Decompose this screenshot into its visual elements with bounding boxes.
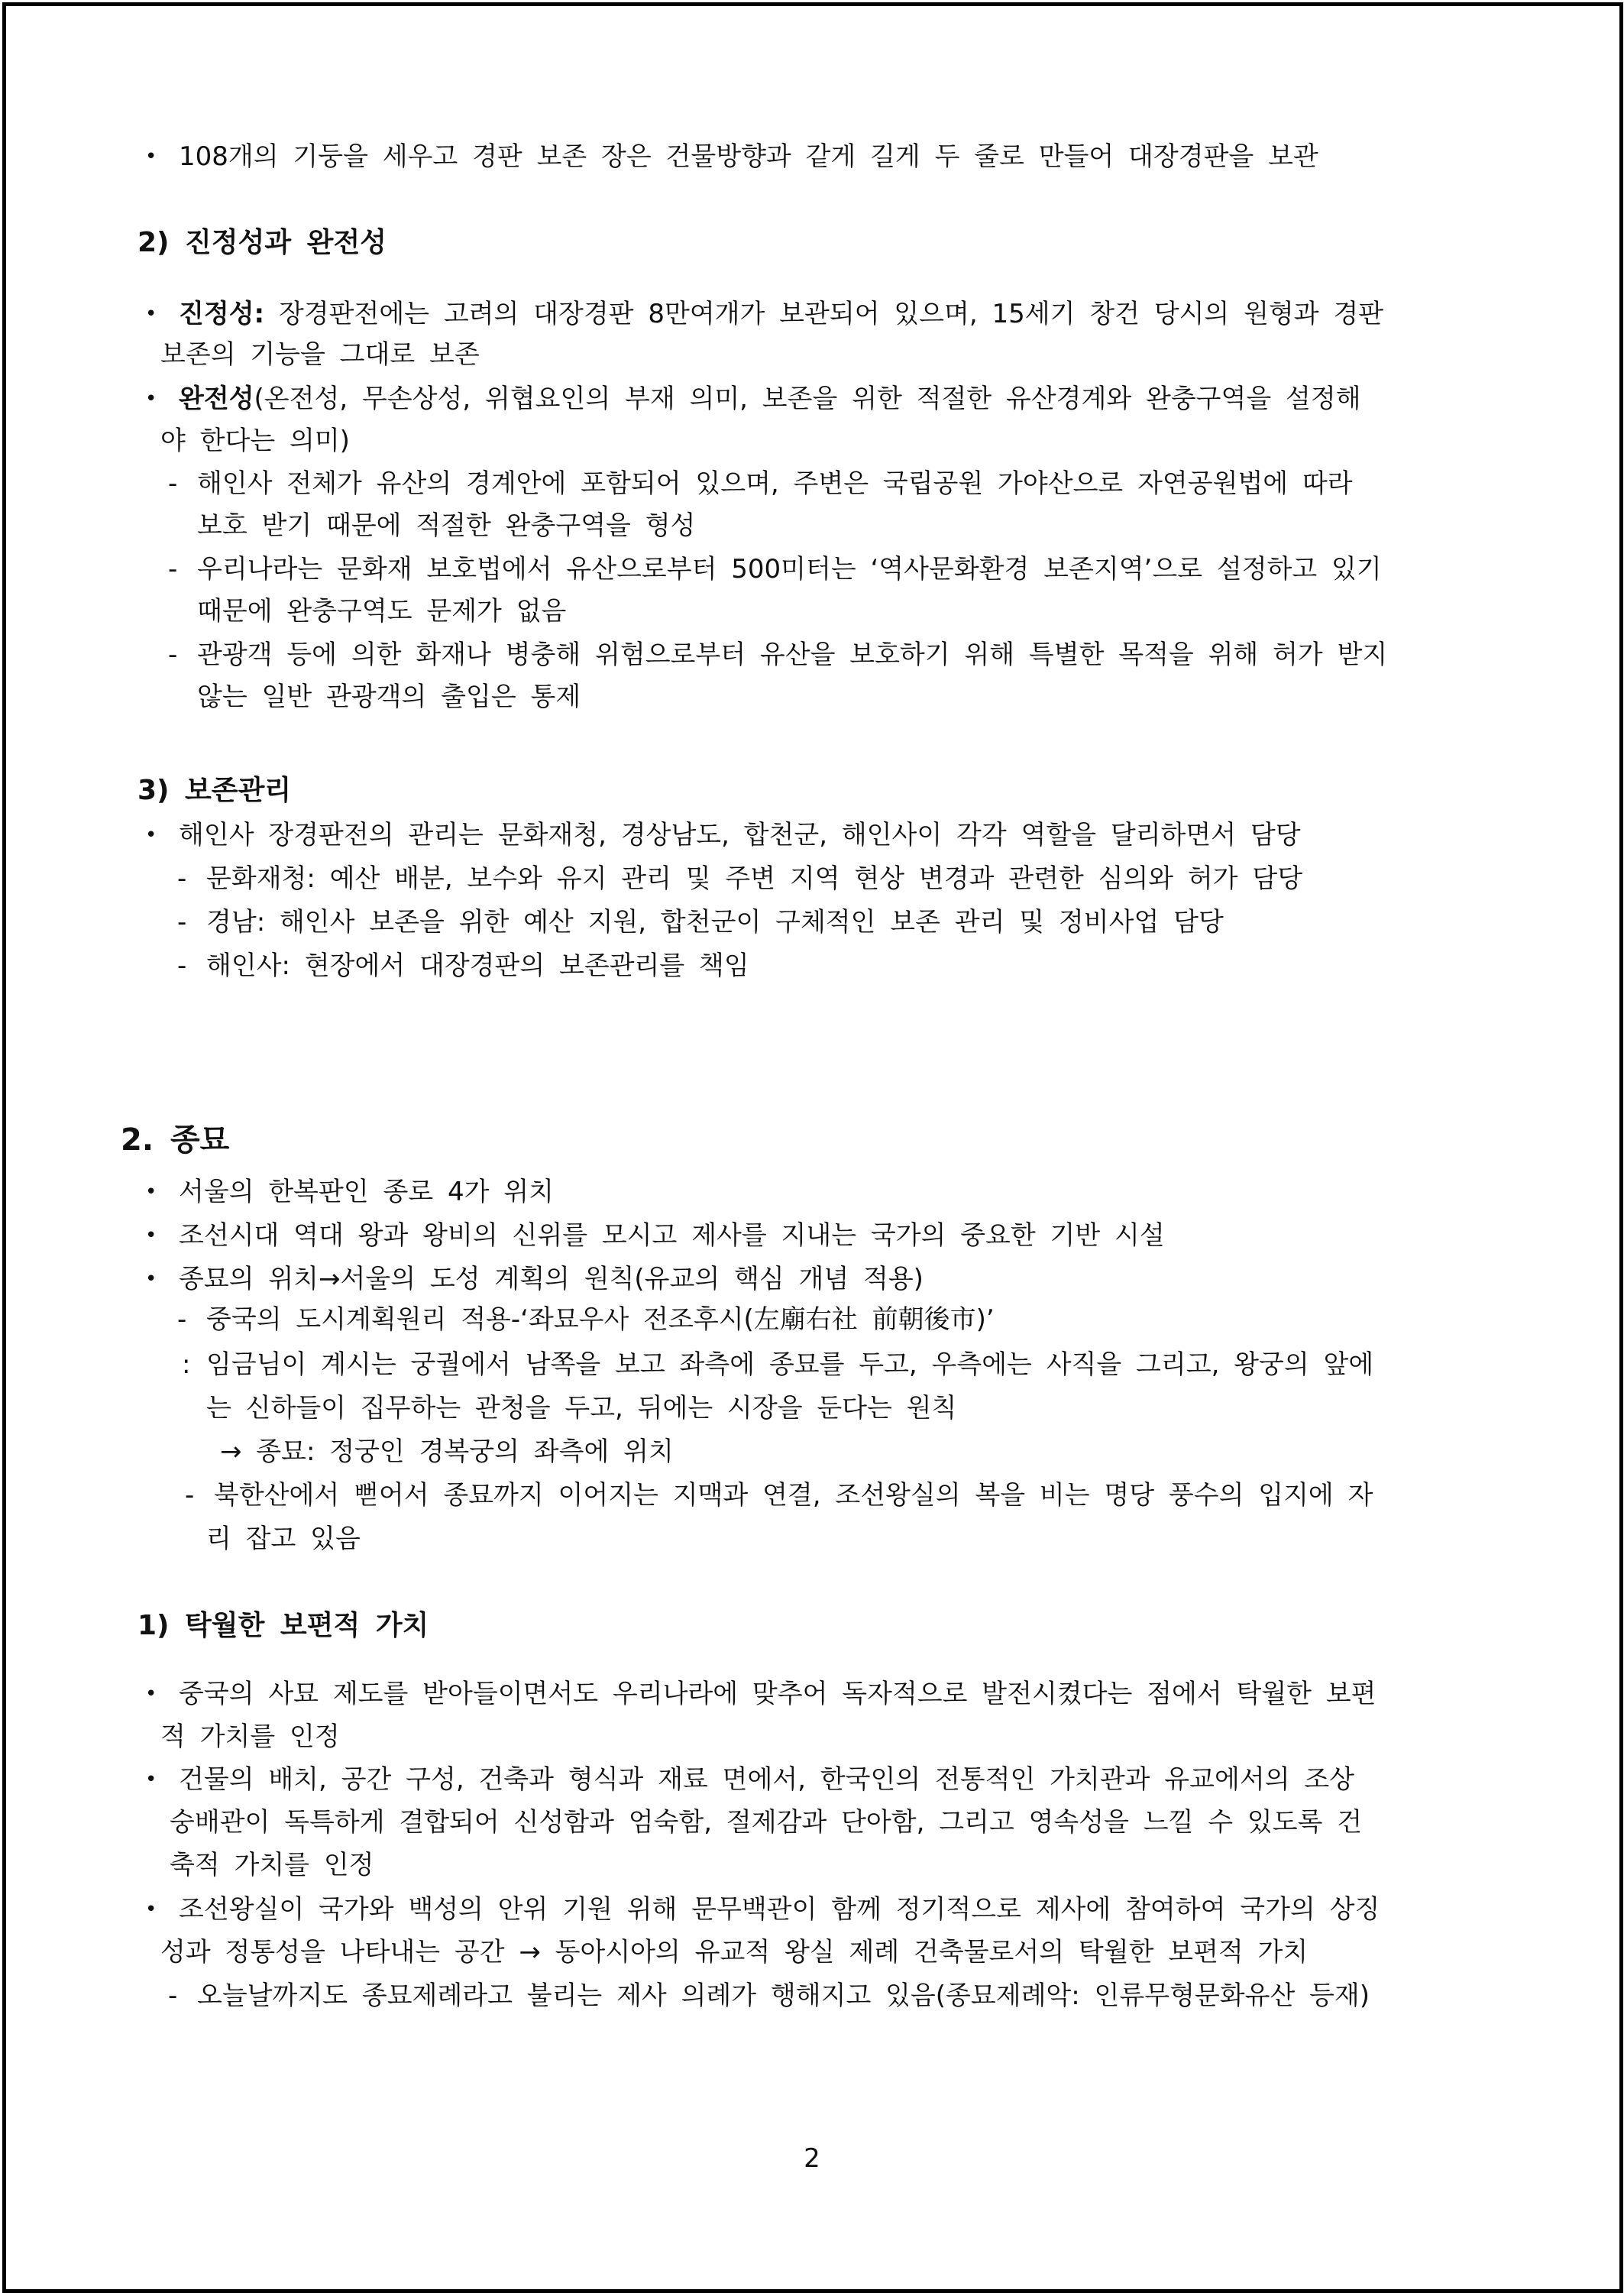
list-item: 서울의 한복판인 종로 4가 위치	[179, 1177, 554, 1207]
list-item: 종묘의 위치→서울의 도성 계획의 원칙(유교의 핵심 개념 적용)	[179, 1264, 924, 1294]
dash-marker: -	[185, 1480, 195, 1511]
list-item-continuation: 숭배관이 독특하게 결합되어 신성함과 엄숙함, 절제감과 단아함, 그리고 영속성을 느낄 수 있도록 건	[170, 1807, 1363, 1838]
list-item-continuation: 성과 정통성을 나타내는 공간 → 동아시아의 유교적 왕실 제례 건축물로서의 탁월한 보편적 가치	[160, 1937, 1309, 1968]
dash-marker: -	[168, 554, 178, 585]
bullet-icon: •	[145, 1224, 157, 1247]
bullet-icon: •	[145, 1768, 157, 1791]
list-item: 중국의 사묘 제도를 받아들이면서도 우리나라에 맞추어 독자적으로 발전시켰다는 점에서 탁월한 보편	[179, 1679, 1377, 1709]
sub-item: 해인사: 현장에서 대장경판의 보존관리를 책임	[206, 951, 749, 981]
sub-item-continuation: 보호 받기 때문에 적절한 완충구역을 형성	[197, 510, 696, 541]
section-heading: 1) 탁월한 보편적 가치	[137, 1610, 429, 1641]
sub-item-continuation: 리 잡고 있음	[206, 1524, 361, 1554]
list-item: 건물의 배치, 공간 구성, 건축과 형식과 재료 면에서, 한국인의 전통적인 가치관과 유교에서의 조상	[179, 1764, 1355, 1795]
sub-item: 문화재청: 예산 배분, 보수와 유지 관리 및 주변 지역 현상 변경과 관련한 심의와 허가 담당	[206, 863, 1303, 894]
dash-marker: -	[168, 1980, 178, 2011]
page-number: 2	[804, 2143, 820, 2174]
sub-item: 관광객 등에 의한 화재나 병충해 위험으로부터 유산을 보호하기 위해 특별한 목적을 위해 허가 받지	[197, 640, 1388, 670]
list-item-continuation: 축적 가치를 인정	[170, 1850, 374, 1880]
bullet-icon: •	[145, 824, 157, 847]
list-item: 108개의 기둥을 세우고 경판 보존 장은 건물방향과 같게 길게 두 줄로 만들어 대장경판을 보관	[179, 141, 1318, 172]
list-item-text: 장경판전에는 고려의 대장경판 8만여개가 보관되어 있으며, 15세기 창건 당시의 원형과 경판	[264, 299, 1384, 329]
term-label: 진정성:	[179, 299, 265, 329]
sub-item: 우리나라는 문화재 보호법에서 유산으로부터 500미터는 ‘역사문화환경 보존지역’으로 설정하고 있기	[197, 554, 1382, 585]
sub-item: 중국의 도시계획원리 적용-‘좌묘우사 전조후시(左廟右社 前朝後市)’	[206, 1304, 995, 1335]
dash-marker: -	[177, 951, 187, 981]
bullet-icon: •	[145, 1898, 157, 1921]
list-item-text: (온전성, 무손상성, 위협요인의 부재 의미, 보존을 위한 적절한 유산경계와 완충구역을 설정해	[254, 384, 1361, 414]
bullet-icon: •	[145, 303, 157, 325]
bullet-icon: •	[145, 1683, 157, 1705]
bullet-icon: •	[145, 387, 157, 410]
arrow-note: → 종묘: 정궁인 경복궁의 좌측에 위치	[220, 1436, 674, 1467]
list-item: 조선시대 역대 왕과 왕비의 신위를 모시고 제사를 지내는 국가의 중요한 기반 시설	[179, 1220, 1165, 1251]
bullet-icon: •	[145, 1268, 157, 1291]
list-item	[179, 384, 1361, 414]
bullet-icon: •	[145, 145, 157, 168]
term-label: 완전성	[179, 384, 254, 414]
list-item: 조선왕실이 국가와 백성의 안위 기원 위해 문무백관이 함께 정기적으로 제사에 참여하여 국가의 상징	[179, 1894, 1380, 1925]
list-item-continuation: 적 가치를 인정	[160, 1721, 340, 1752]
dash-marker: -	[177, 863, 187, 894]
sub-item: 해인사 전체가 유산의 경계안에 포함되어 있으며, 주변은 국립공원 가야산으로 자연공원법에 따라	[197, 468, 1353, 499]
list-item-continuation: 보존의 기능을 그대로 보존	[160, 339, 480, 370]
sub-item-continuation: 때문에 완충구역도 문제가 없음	[197, 596, 567, 627]
sub-item: 북한산에서 뻗어서 종묘까지 이어지는 지맥과 연결, 조선왕실의 복을 비는 명당 풍수의 입지에 자	[214, 1480, 1373, 1511]
sub-item: 임금님이 계시는 궁궐에서 남쪽을 보고 좌측에 종묘를 두고, 우측에는 사직을 그리고, 왕궁의 앞에	[206, 1349, 1374, 1380]
sub-item-continuation: 않는 일반 관광객의 출입은 통제	[197, 682, 581, 712]
dash-marker: -	[168, 640, 178, 670]
list-item: 해인사 장경판전의 관리는 문화재청, 경상남도, 합천군, 해인사이 각각 역할을 달리하면서 담당	[179, 820, 1301, 850]
sub-item: 오늘날까지도 종묘제례라고 불리는 제사 의례가 행해지고 있음(종묘제례악: 인류무형문화유산 등재)	[197, 1980, 1370, 2011]
sub-item: 경남: 해인사 보존을 위한 예산 지원, 합천군이 구체적인 보존 관리 및 정비사업 담당	[206, 907, 1224, 938]
bullet-icon: •	[145, 1181, 157, 1203]
sub-item-continuation: 는 신하들이 집무하는 관청을 두고, 뒤에는 시장을 둔다는 원칙	[206, 1393, 957, 1423]
dash-marker: -	[177, 1304, 187, 1335]
dash-marker: -	[168, 468, 178, 499]
list-item	[179, 299, 1383, 329]
dash-marker: -	[177, 907, 187, 938]
colon-marker: :	[182, 1349, 191, 1380]
list-item-continuation: 야 한다는 의미)	[160, 426, 350, 456]
section-heading: 2) 진정성과 완전성	[137, 227, 387, 258]
chapter-heading: 2. 종묘	[121, 1122, 230, 1158]
section-heading: 3) 보존관리	[137, 775, 292, 806]
